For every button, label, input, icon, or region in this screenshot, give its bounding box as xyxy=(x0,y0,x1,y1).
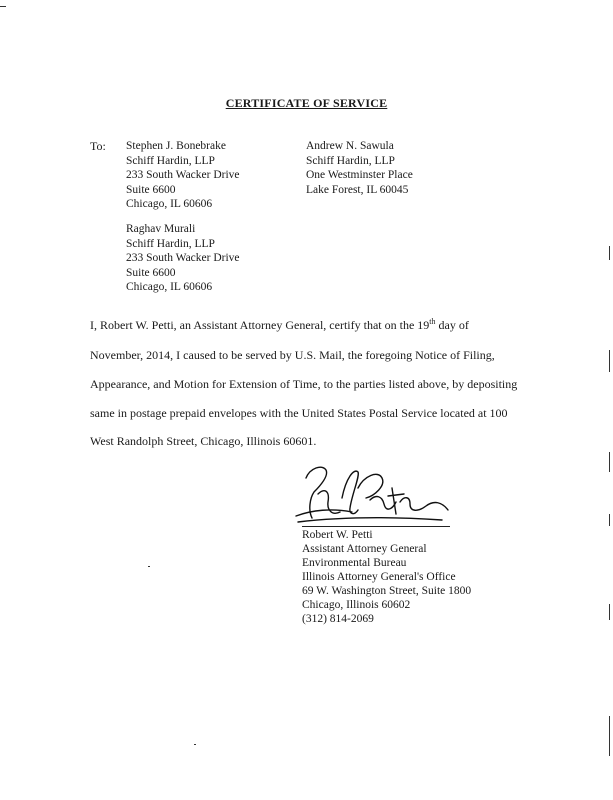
recipient-street: 233 South Wacker Drive xyxy=(126,252,240,264)
handwritten-signature xyxy=(292,458,452,528)
certification-line xyxy=(90,318,530,333)
recipient-name: Stephen J. Bonebrake xyxy=(126,140,226,152)
scan-mark xyxy=(609,514,610,526)
signer-title: Assistant Attorney General xyxy=(302,543,427,555)
recipient-city: Lake Forest, IL 60045 xyxy=(306,183,409,196)
recipient-suite: Suite 6600 xyxy=(126,266,176,279)
scan-mark xyxy=(609,604,610,620)
scan-mark xyxy=(194,744,196,745)
recipient-street: One Westminster Place xyxy=(306,169,413,181)
signer-name: Robert W. Petti xyxy=(302,529,373,541)
signer-city: Chicago, Illinois 60602 xyxy=(302,599,411,611)
signer-street: 69 W. Washington Street, Suite 1800 xyxy=(302,585,472,597)
signer-phone: (312) 814-2069 xyxy=(302,613,374,625)
certification-line: November, 2014, I caused to be served by U.S. Mail, the foregoing Notice of Filing, xyxy=(90,348,495,362)
recipient-city: Chicago, IL 60606 xyxy=(126,281,213,293)
recipient-firm: Schiff Hardin, LLP xyxy=(126,154,215,167)
scan-mark xyxy=(148,566,150,567)
certification-text: I, Robert W. Petti, an Assistant Attorney General, certify that on the 19 xyxy=(90,318,430,332)
recipient-firm: Schiff Hardin, LLP xyxy=(126,237,215,250)
recipient-city: Chicago, IL 60606 xyxy=(126,198,213,210)
recipient-street: 233 South Wacker Drive xyxy=(126,169,240,181)
recipient-name: Andrew N. Sawula xyxy=(306,140,394,152)
signature-line xyxy=(302,526,450,527)
certification-line: same in postage prepaid envelopes with the United States Postal Service located at 100 xyxy=(90,406,508,420)
scan-mark xyxy=(609,350,610,372)
to-label: To: xyxy=(90,139,106,153)
signer-office: Illinois Attorney General's Office xyxy=(302,571,456,583)
document-title: CERTIFICATE OF SERVICE xyxy=(225,96,388,110)
certification-line: West Randolph Street, Chicago, Illinois 60601. xyxy=(90,434,317,448)
signature-block xyxy=(302,528,471,626)
recipient-firm: Schiff Hardin, LLP xyxy=(306,154,395,167)
certification-text: day of xyxy=(435,318,469,332)
recipient-name: Raghav Murali xyxy=(126,223,196,235)
signer-bureau: Environmental Bureau xyxy=(302,557,407,569)
scan-mark xyxy=(0,6,6,7)
recipient-address xyxy=(126,222,240,295)
certification-line: Appearance, and Motion for Extension of Time, to the parties listed above, by depositing xyxy=(90,377,518,391)
ordinal-suffix: th xyxy=(429,317,436,326)
scan-mark xyxy=(609,716,610,756)
recipient-address xyxy=(126,139,240,212)
recipient-address xyxy=(306,139,413,197)
scan-mark xyxy=(609,452,610,472)
scan-mark xyxy=(609,246,610,260)
recipient-suite: Suite 6600 xyxy=(126,183,176,196)
